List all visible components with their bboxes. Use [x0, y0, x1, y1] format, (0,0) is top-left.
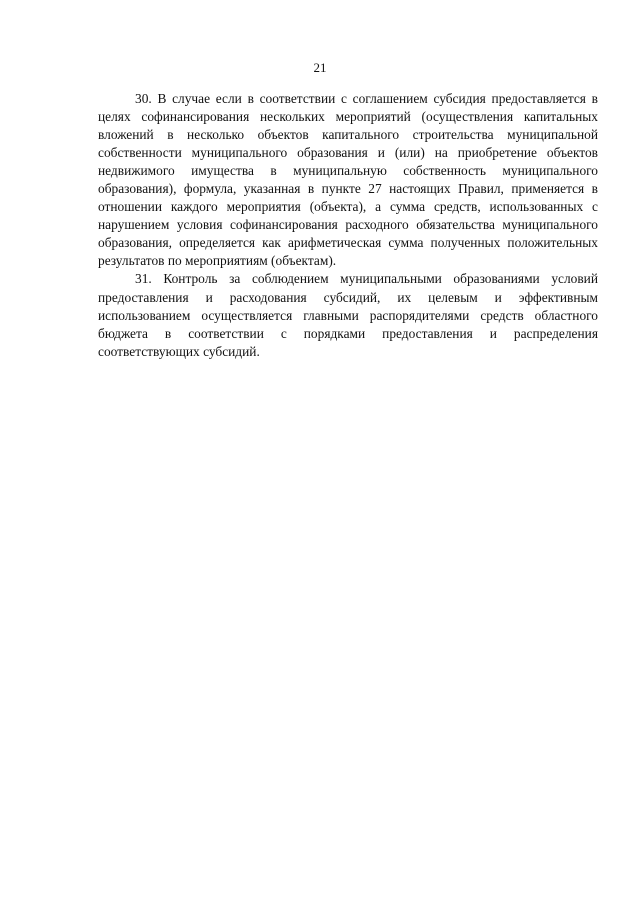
paragraph-30: 30. В случае если в соответствии с соглашением субсидия предоставляется в целях софинансирования нескольких мероприятий (осуществления капитальных вложений в несколько объектов капитального строительства муниципальной собственности муниципального образования и (или) на приобретение объектов недвижимого имущества в муниципальную собственность муниципального образования), формула, указанная в пункте 27 настоящих Правил, применяется в отношении каждого мероприятия (объекта), а сумма средств, использованных с нарушением условия софинансирования расходного обязательства муниципального образования, определяется как арифметическая сумма полученных положительных результатов по мероприятиям (объектам). [98, 91, 598, 269]
page-number: 21 [313, 60, 327, 75]
document-body [98, 90, 598, 361]
paragraph-31: 31. Контроль за соблюдением муниципальными образованиями условий предоставления и расходования субсидий, их целевым и эффективным использованием осуществляется главными распорядителями средств областного бюджета в соответствии с порядками предоставления и распределения соответствующих субсидий. [98, 271, 598, 359]
